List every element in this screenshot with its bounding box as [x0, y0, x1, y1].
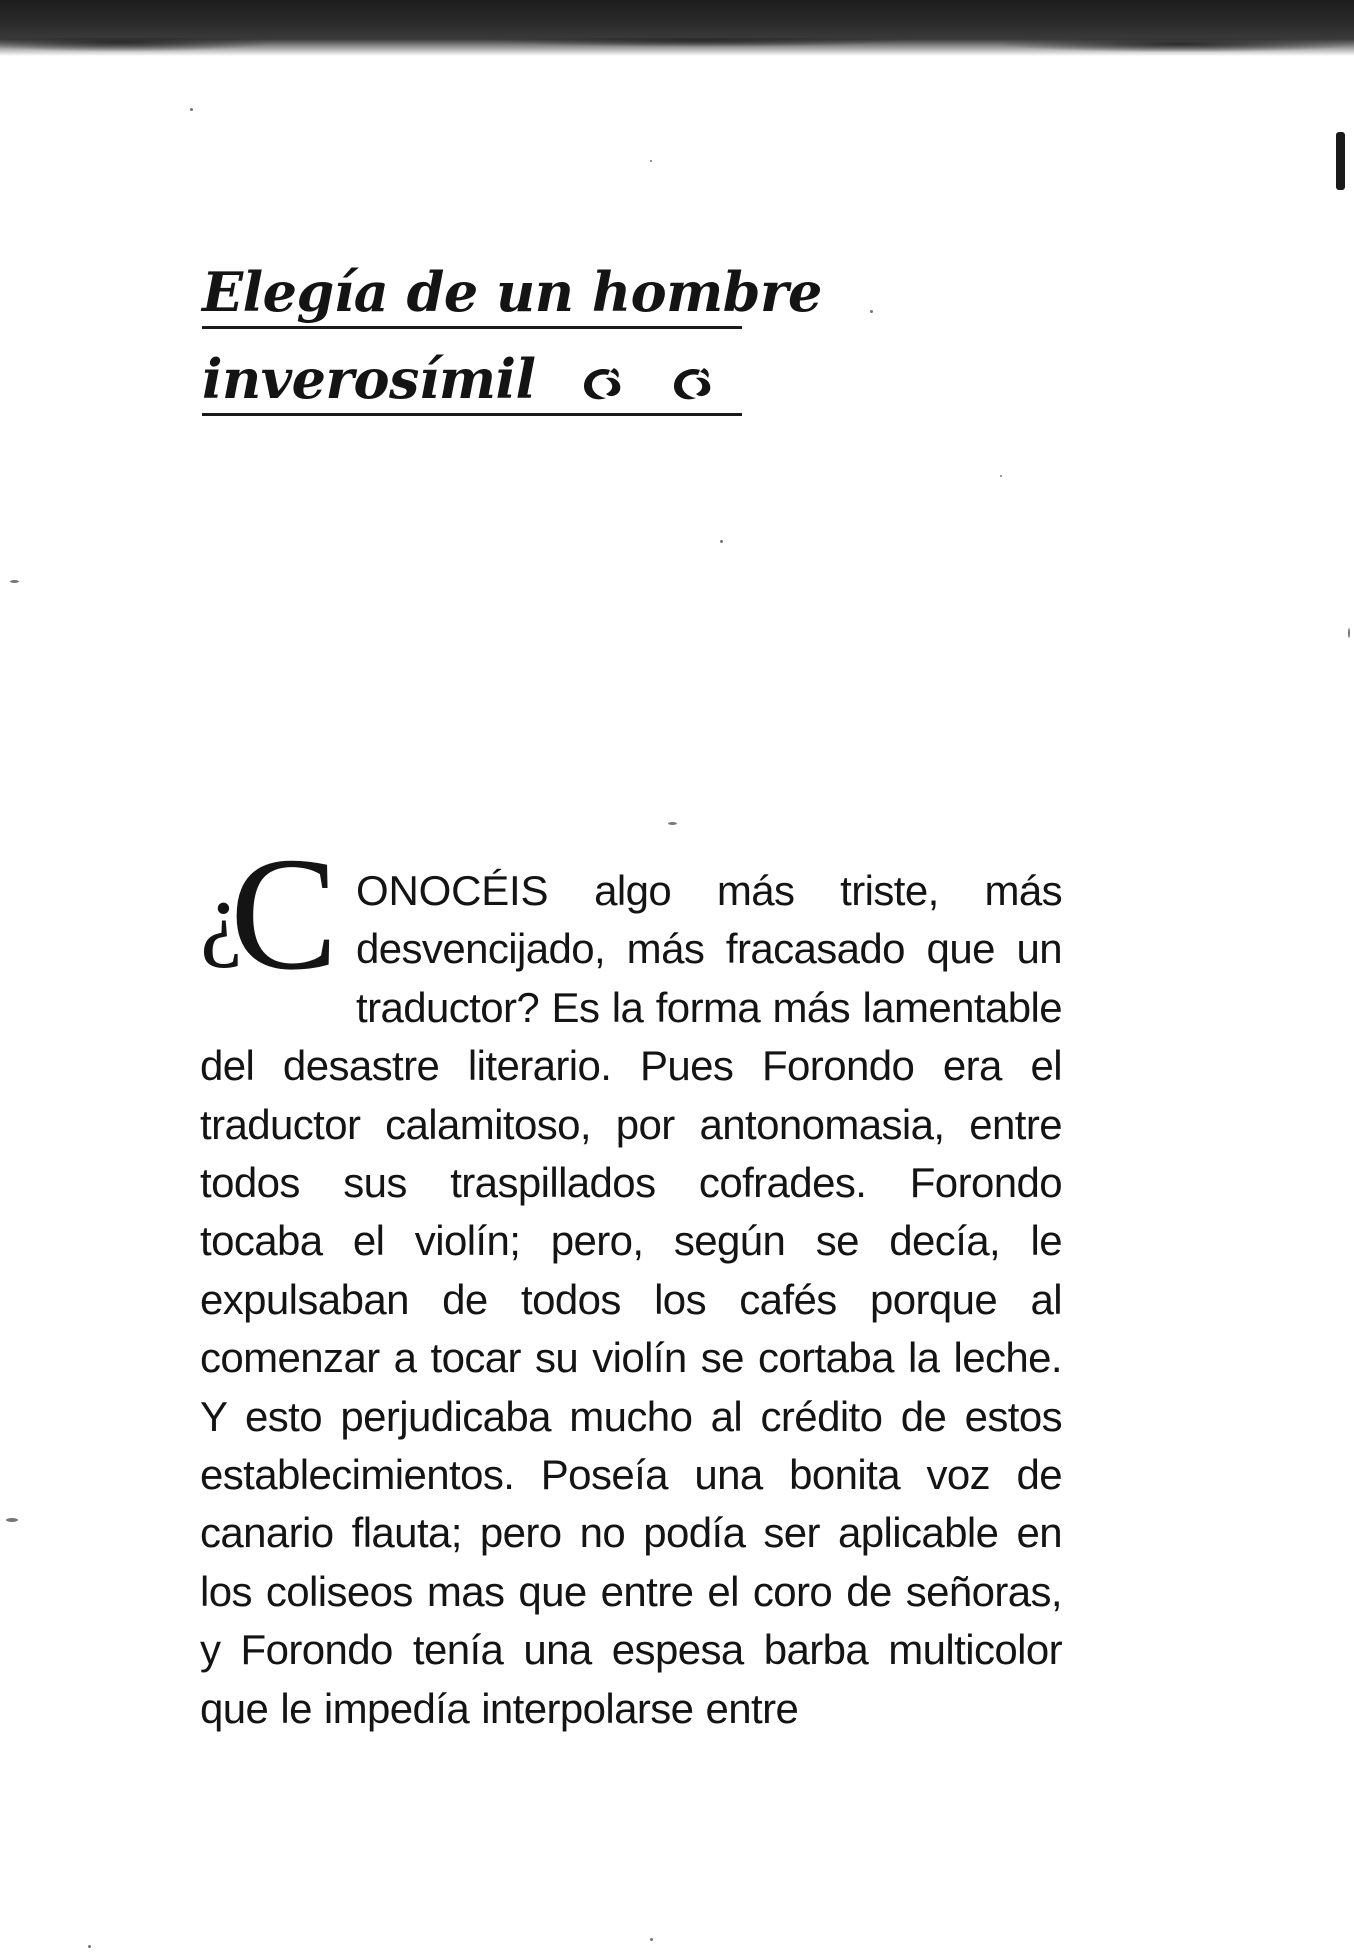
drop-cap-question-mark: ¿	[200, 862, 243, 969]
body-paragraph	[200, 825, 1062, 1738]
paper-speck	[668, 822, 677, 825]
drop-cap	[200, 825, 350, 1004]
paper-speck	[1348, 628, 1350, 638]
lead-in-caps: ONOCÉIS	[356, 867, 549, 914]
paper-speck	[650, 1938, 653, 1941]
paper-speck	[870, 310, 873, 313]
scanned-page-top-edge	[0, 0, 1354, 56]
chapter-title-text-1: Elegía de un hombre	[202, 260, 822, 324]
margin-ink-mark	[1336, 132, 1345, 190]
paper-speck	[88, 1945, 91, 1948]
paper-speck	[1000, 475, 1002, 477]
paper-speck	[10, 580, 19, 583]
paper-speck	[6, 1518, 18, 1522]
leaf-ornament-icon	[670, 364, 716, 404]
chapter-title-text-2: inverosímil	[202, 347, 536, 411]
paper-speck	[190, 108, 193, 111]
leaf-ornament-icon	[580, 364, 626, 404]
chapter-title	[202, 258, 822, 416]
paragraph-text: algo más triste, más desvencijado, más fracasado que un traductor? Es la forma más lamentable del desastre literario. Pues Forondo era el traductor calamitoso, por antonomasia, entre todos sus traspillados cofrades. Forondo tocaba el violín; pero, según se decía, le expulsaban de todos los cafés porque al comenzar a tocar su violín se cortaba la leche. Y esto perjudicaba mucho al crédito de estos establecimientos. Poseía una bonita voz de canario flauta; pero no podía ser aplicable en los coliseos mas que entre el coro de señoras, y Forondo tenía una espesa barba multicolor que le impedía interpolarse entre	[200, 867, 1062, 1732]
paper-speck	[650, 160, 652, 162]
chapter-title-line-2	[202, 345, 742, 416]
drop-cap-letter: C	[230, 825, 338, 1004]
paper-speck	[720, 540, 723, 543]
paragraph	[200, 825, 1062, 1738]
chapter-title-line-1	[202, 258, 822, 329]
